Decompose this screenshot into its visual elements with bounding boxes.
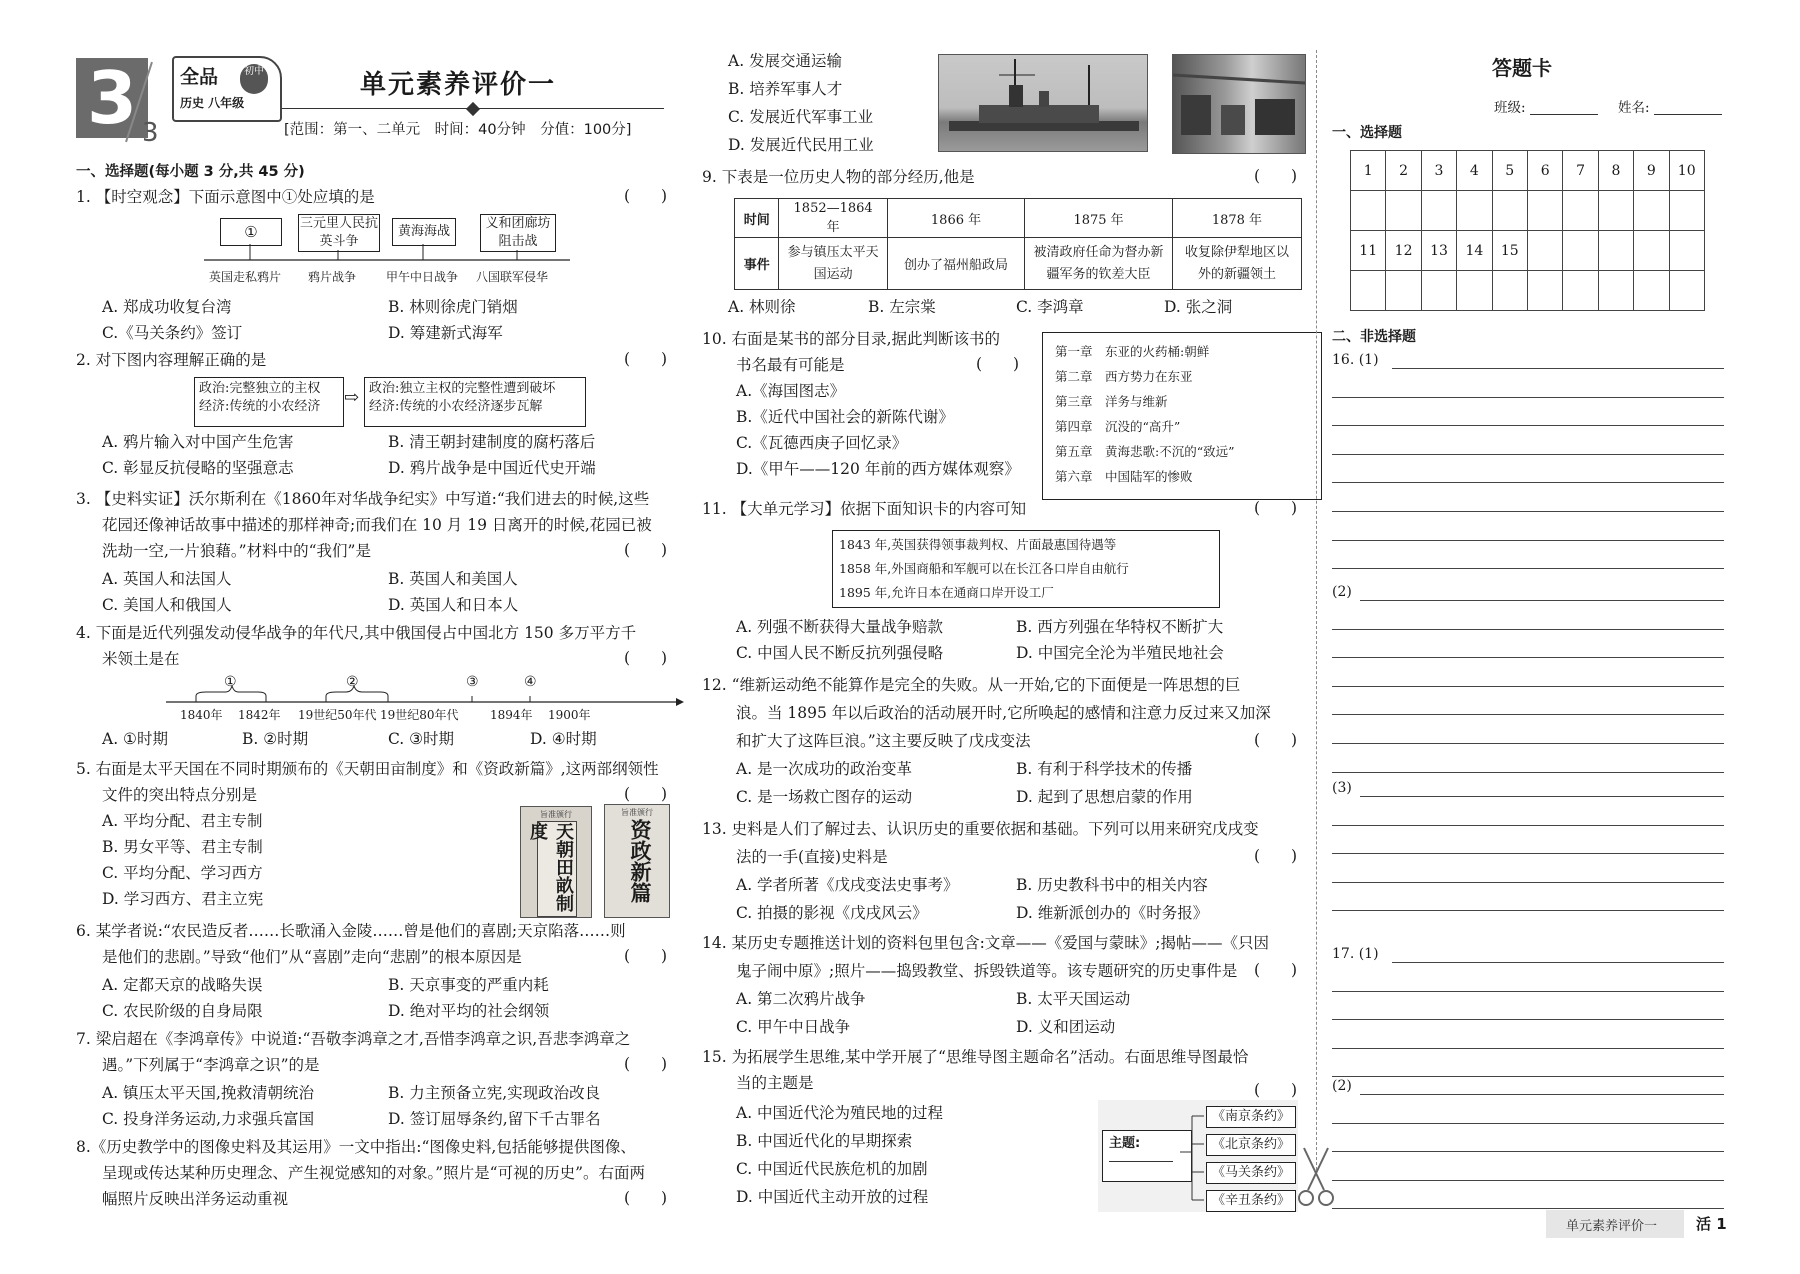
q12-answer-paren[interactable]: ( ) [1254, 731, 1298, 749]
class-label: 班级: [1494, 100, 1526, 116]
q10-toc-6: 第六章 中国陆军的惨败 [1055, 469, 1193, 484]
q10-option-c[interactable]: C.《瓦德西庚子回忆录》 [736, 434, 908, 452]
q15-option-d[interactable]: D. 中国近代主动开放的过程 [736, 1188, 929, 1206]
q4-tick-1: 1840年 [180, 708, 223, 722]
q3-option-c[interactable]: C. 美国人和俄国人 [102, 596, 232, 614]
q15-option-b[interactable]: B. 中国近代化的早期探索 [736, 1132, 913, 1150]
q10-option-a[interactable]: A.《海国图志》 [736, 382, 846, 400]
answer-writing-line[interactable] [1332, 1151, 1724, 1152]
q15-item-4: 《辛丑条约》 [1206, 1190, 1296, 1212]
q6-option-d[interactable]: D. 绝对平均的社会纲领 [388, 1002, 550, 1020]
q1-option-a[interactable]: A. 郑成功收复台湾 [102, 298, 232, 316]
q9-cell-2: 创办了福州船政局 [887, 238, 1024, 290]
answer-blank-18 [1598, 271, 1633, 311]
q5-book-1-top: 旨准颁行 [540, 810, 572, 819]
question-6 [76, 918, 676, 1028]
q5-book-2-top: 旨准颁行 [621, 808, 653, 817]
q9-cell-4: 收复除伊犁地区以外的新疆领土 [1172, 238, 1301, 290]
q11-option-b[interactable]: B. 西方列强在华特权不断扩大 [1016, 618, 1224, 636]
q2-left-box [194, 377, 344, 427]
answer-writing-line[interactable] [1360, 796, 1724, 797]
q7-line-1: 7. 梁启超在《李鸿章传》中说道:“吾敬李鸿章之才,吾惜李鸿章之识,吾悲李鸿章之 [76, 1030, 631, 1048]
answer-writing-line[interactable] [1332, 425, 1724, 426]
answer-cell-8[interactable] [1598, 191, 1633, 231]
q13-option-a[interactable]: A. 学者所著《戊戌变法史事考》 [736, 876, 959, 894]
name-field[interactable] [1618, 96, 1722, 116]
q14-option-a[interactable]: A. 第二次鸦片战争 [736, 990, 866, 1008]
answer-writing-line[interactable] [1332, 1019, 1724, 1020]
q5-option-b[interactable]: B. 男女平等、君主专制 [102, 838, 263, 856]
q4-option-d[interactable]: D. ④时期 [530, 730, 597, 748]
q10-toc-5: 第五章 黄海悲歌:不沉的“致远” [1055, 444, 1235, 459]
answer-card-title: 答题卡 [1492, 56, 1552, 80]
question-4 [76, 620, 676, 752]
q12-line-1: 12. “维新运动绝不能算作是完全的失败。从一开始,它的下面便是一阵思想的巨 [702, 676, 1241, 694]
q9-row-label: 事件 [735, 238, 779, 290]
q5-book-tianchao [520, 806, 592, 918]
question-7 [76, 1026, 676, 1136]
answer-cell-10[interactable] [1669, 191, 1704, 231]
answer-writing-line[interactable] [1332, 511, 1724, 512]
answer-writing-line[interactable] [1332, 540, 1724, 541]
q8-option-a[interactable]: A. 发展交通运输 [728, 52, 843, 70]
q8-line-2: 呈现或传达某种历史理念、产生视觉感知的对象。”照片是“可视的历史”。右面两 [102, 1164, 646, 1182]
q4-tick-6: 1900年 [548, 708, 591, 722]
unit-sub-number: 3 [142, 118, 159, 148]
q15-option-c[interactable]: C. 中国近代民族危机的加剧 [736, 1160, 928, 1178]
q5-line-2: 文件的突出特点分别是 [102, 786, 258, 804]
q14-line-1: 14. 某历史专题推送计划的资料包里包含:文章——《爱国与蒙昧》;揭帖——《只因 [702, 934, 1270, 952]
answer-blank-16 [1527, 271, 1562, 311]
q9-answer-paren[interactable]: ( ) [1254, 167, 1298, 185]
q2-stem: 2. 对下图内容理解正确的是 [76, 351, 267, 369]
q16-2-label: (2) [1332, 584, 1352, 600]
answer-cell-13[interactable] [1421, 271, 1456, 311]
class-field[interactable] [1494, 96, 1598, 116]
answer-blank-19 [1634, 271, 1669, 311]
answer-num-9: 9 [1634, 151, 1669, 191]
answer-num-11: 11 [1351, 231, 1386, 271]
q8-option-b[interactable]: B. 培养军事人才 [728, 80, 843, 98]
answer-num-5: 5 [1492, 151, 1527, 191]
q15-line-2: 当的主题是 [736, 1074, 814, 1092]
q4-answer-paren[interactable]: ( ) [624, 649, 668, 667]
q7-option-b[interactable]: B. 力主预备立宪,实现政治改良 [388, 1084, 601, 1102]
q11-option-d[interactable]: D. 中国完全沦为半殖民地社会 [1016, 644, 1224, 662]
answer-empty-16 [1527, 231, 1562, 271]
q9-cell-3: 被清政府任命为督办新疆军务的钦差大臣 [1025, 238, 1173, 290]
answer-writing-line[interactable] [1332, 991, 1724, 992]
q3-line-1: 3. 【史料实证】沃尔斯利在《1860年对华战争纪实》中写道:“我们进去的时候,这些 [76, 490, 650, 508]
warship-icon [939, 55, 1147, 151]
q3-option-b[interactable]: B. 英国人和美国人 [388, 570, 518, 588]
question-15 [702, 1044, 1312, 1214]
answer-num-6: 6 [1527, 151, 1562, 191]
q12-line-2: 浪。当 1895 年以后政治的活动展开时,它所唤起的感情和注意力反过来又加深 [736, 704, 1271, 722]
q2-option-c[interactable]: C. 彰显反抗侵略的坚强意志 [102, 459, 294, 477]
q1-option-d[interactable]: D. 筹建新式海军 [388, 324, 503, 342]
q16-3-label: (3) [1332, 780, 1352, 796]
q4-tick-2: 1842年 [238, 708, 281, 722]
answer-writing-line[interactable] [1332, 714, 1724, 715]
answer-blank-17 [1563, 271, 1598, 311]
answer-writing-line[interactable] [1332, 853, 1724, 854]
factory-machinery-icon [1173, 55, 1305, 153]
q4-tick-4: 19世纪80年代 [380, 708, 459, 722]
q11-option-a[interactable]: A. 列强不断获得大量战争赔款 [736, 618, 944, 636]
q13-answer-paren[interactable]: ( ) [1254, 847, 1298, 865]
q17-2-label: (2) [1332, 1078, 1352, 1094]
answer-num-10: 10 [1669, 151, 1704, 191]
q10-toc-1: 第一章 东亚的火药桶:朝鲜 [1055, 344, 1210, 359]
q2-arrow: ⇨ [344, 387, 360, 408]
q2-answer-paren[interactable]: ( ) [624, 350, 668, 368]
q5-option-d[interactable]: D. 学习西方、君主立宪 [102, 890, 264, 908]
question-9 [702, 164, 1312, 324]
q5-option-c[interactable]: C. 平均分配、学习西方 [102, 864, 263, 882]
q11-card-1: 1843 年,英国获得领事裁判权、片面最惠国待遇等 [839, 537, 1117, 552]
q15-answer-paren[interactable]: ( ) [1254, 1081, 1298, 1099]
q4-tick-5: 1894年 [490, 708, 533, 722]
answer-writing-line[interactable] [1332, 1123, 1724, 1124]
q15-item-2: 《北京条约》 [1206, 1134, 1296, 1156]
q9-option-c[interactable]: C. 李鸿章 [1016, 298, 1084, 316]
q10-toc-2: 第二章 西方势力在东亚 [1055, 369, 1193, 384]
brand-grade: 历史 八年级 [180, 96, 245, 110]
q14-line-2: 鬼子闹中原》;照片——捣毁教堂、拆毁铁道等。该专题研究的历史事件是 [736, 962, 1238, 980]
answer-cell-9[interactable] [1634, 191, 1669, 231]
q1-axis-3: 甲午中日战争 [386, 270, 459, 284]
q17-1-label: 17. (1) [1332, 946, 1379, 962]
q1-axis-2: 鸦片战争 [308, 270, 357, 284]
answer-cell-12[interactable] [1386, 271, 1421, 311]
q10-toc-4: 第四章 沉没的“高升” [1055, 419, 1181, 434]
answer-blank-20 [1669, 271, 1704, 311]
q7-option-d[interactable]: D. 签订屈辱条约,留下千古罪名 [388, 1110, 601, 1128]
answer-writing-line[interactable] [1332, 772, 1724, 773]
answer-writing-line[interactable] [1332, 397, 1724, 398]
q13-option-b[interactable]: B. 历史教科书中的相关内容 [1016, 876, 1208, 894]
question-12 [702, 672, 1312, 812]
q5-line-1: 5. 右面是太平天国在不同时期颁布的《天朝田亩制度》和《资政新篇》,这两部纲领性 [76, 760, 659, 778]
q9-th-4: 1878 年 [1172, 199, 1301, 238]
answer-writing-line[interactable] [1332, 657, 1724, 658]
q5-book-2-title: 资政新篇 [628, 819, 653, 903]
question-14 [702, 930, 1312, 1045]
q5-option-a[interactable]: A. 平均分配、君主专制 [102, 812, 263, 830]
answer-num-2: 2 [1386, 151, 1421, 191]
q4-mark-3: ③ [466, 674, 479, 690]
q14-option-c[interactable]: C. 甲午中日战争 [736, 1018, 851, 1036]
q16-1-label: 16. (1) [1332, 352, 1379, 368]
q12-line-3: 和扩大了这阵巨浪。”这主要反映了戊戌变法 [736, 732, 1031, 750]
answer-writing-line[interactable] [1332, 568, 1724, 569]
answer-writing-line[interactable] [1332, 743, 1724, 744]
answer-empty-18 [1598, 231, 1633, 271]
page-title: 单元素养评价一 [360, 70, 557, 100]
q2-option-d[interactable]: D. 鸦片战争是中国近代史开端 [388, 459, 596, 477]
q2-left-line-2: 经济:传统的小农经济 [199, 399, 321, 414]
name-label: 姓名: [1618, 100, 1650, 116]
answer-num-15: 15 [1492, 231, 1527, 271]
q15-theme-blank[interactable] [1109, 1161, 1173, 1162]
unit-number-badge: 3 [76, 58, 148, 138]
answer-cell-4[interactable] [1457, 191, 1492, 231]
q2-option-a[interactable]: A. 鸦片输入对中国产生危害 [102, 433, 294, 451]
section-1-heading: 一、选择题(每小题 3 分,共 45 分) [76, 164, 305, 180]
q10-toc-3: 第三章 洋务与维新 [1055, 394, 1168, 409]
answer-writing-line[interactable] [1392, 962, 1724, 963]
q3-line-2: 花园还像神话故事中描述的那样神奇;而我们在 10 月 19 日离开的时候,花园已被 [102, 516, 652, 534]
q9-th-3: 1875 年 [1025, 199, 1173, 238]
answer-cell-2[interactable] [1386, 191, 1421, 231]
q12-option-b[interactable]: B. 有利于科学技术的传播 [1016, 760, 1193, 778]
q4-mark-2: ② [346, 674, 359, 690]
question-2 [76, 347, 676, 482]
answer-writing-line[interactable] [1332, 454, 1724, 455]
answer-num-1: 1 [1351, 151, 1386, 191]
q12-option-d[interactable]: D. 起到了思想启蒙的作用 [1016, 788, 1193, 806]
answer-writing-line[interactable] [1332, 910, 1724, 911]
q8-line-1: 8.《历史教学中的图像史料及其运用》一文中指出:“图像史料,包括能够提供图像、 [76, 1138, 636, 1156]
answer-sec2-heading: 二、非选择题 [1332, 329, 1416, 345]
answer-writing-line[interactable] [1332, 1048, 1724, 1049]
answer-empty-17 [1563, 231, 1598, 271]
q4-option-b[interactable]: B. ②时期 [242, 730, 309, 748]
answer-empty-20 [1669, 231, 1704, 271]
question-13 [702, 816, 1312, 931]
scope-line: [范围：第一、二单元 时间：40分钟 分值：100分] [284, 122, 632, 138]
q1-answer-paren[interactable]: ( ) [624, 187, 668, 205]
q5-book-1-title: 天朝田畝制度 [537, 821, 577, 917]
q4-line-1: 4. 下面是近代列强发动侵华战争的年代尺,其中俄国侵占中国北方 150 多万平方千 [76, 624, 637, 642]
answer-cell-7[interactable] [1563, 191, 1598, 231]
q3-option-a[interactable]: A. 英国人和法国人 [102, 570, 232, 588]
answer-num-7: 7 [1563, 151, 1598, 191]
footer-page-number: 活 1 [1696, 1215, 1727, 1233]
q12-option-a[interactable]: A. 是一次成功的政治变革 [736, 760, 913, 778]
q1-box-3: 黄海海战 [392, 218, 456, 246]
q10-answer-paren[interactable]: ( ) [976, 355, 1020, 373]
question-1 [76, 184, 676, 344]
q7-answer-paren[interactable]: ( ) [624, 1055, 668, 1073]
answer-num-13: 13 [1421, 231, 1456, 271]
q1-box-4: 义和团廊坊阻击战 [480, 214, 556, 252]
q6-answer-paren[interactable]: ( ) [624, 947, 668, 965]
q2-right-line-2: 经济:传统的小农经济逐步瓦解 [369, 399, 543, 414]
q2-right-box [364, 377, 586, 427]
q10-line-1: 10. 右面是某书的部分目录,据此判断该书的 [702, 330, 1001, 348]
q1-box-2: 三元里人民抗英斗争 [298, 214, 380, 252]
q13-option-d[interactable]: D. 维新派创办的《时务报》 [1016, 904, 1209, 922]
q7-option-c[interactable]: C. 投身洋务运动,力求强兵富国 [102, 1110, 315, 1128]
answer-cell-14[interactable] [1457, 271, 1492, 311]
q8-line-3: 幅照片反映出洋务运动重视 [102, 1190, 289, 1208]
answer-cell-3[interactable] [1421, 191, 1456, 231]
q15-line-1: 15. 为拓展学生思维,某中学开展了“思维导图主题命名”活动。右面思维导图最恰 [702, 1048, 1249, 1066]
q15-theme-box [1102, 1130, 1192, 1182]
q6-line-2: 是他们的悲剧。”导致“他们”从“喜剧”走向“悲剧”的根本原因是 [102, 948, 522, 966]
class-blank[interactable] [1530, 100, 1598, 115]
answer-cell-5[interactable] [1492, 191, 1527, 231]
answer-num-3: 3 [1421, 151, 1456, 191]
name-blank[interactable] [1654, 100, 1722, 115]
q1-option-c[interactable]: C.《马关条约》签订 [102, 324, 243, 342]
q7-option-a[interactable]: A. 镇压太平天国,挽救清朝统治 [102, 1084, 314, 1102]
answer-num-4: 4 [1457, 151, 1492, 191]
q1-axis-1: 英国走私鸦片 [209, 270, 282, 284]
question-10 [702, 326, 1312, 496]
q9-th-2: 1866 年 [887, 199, 1024, 238]
q6-option-b[interactable]: B. 天京事变的严重内耗 [388, 976, 549, 994]
answer-num-12: 12 [1386, 231, 1421, 271]
q11-stem: 11. 【大单元学习】依据下面知识卡的内容可知 [702, 500, 1027, 518]
answer-sec1-heading: 一、选择题 [1332, 125, 1402, 141]
q9-cell-1: 参与镇压太平天国运动 [779, 238, 887, 290]
q9-stem: 9. 下表是一位历史人物的部分经历,他是 [702, 168, 975, 186]
q1-stem: 1. 【时空观念】下面示意图中①处应填的是 [76, 188, 375, 206]
q13-line-1: 13. 史料是人们了解过去、认识历史的重要依据和基础。下列可以用来研究戊戌变 [702, 820, 1259, 838]
q13-line-2: 法的一手(直接)史料是 [736, 848, 888, 866]
q7-line-2: 遇。”下列属于“李鸿章之识”的是 [102, 1056, 320, 1074]
q12-option-c[interactable]: C. 是一场救亡图存的运动 [736, 788, 913, 806]
answer-cell-15[interactable] [1492, 271, 1527, 311]
q4-mark-1: ① [224, 674, 237, 690]
q10-line-2: 书名最有可能是 [736, 356, 845, 374]
q1-box-1: ① [220, 218, 282, 246]
answer-empty-19 [1634, 231, 1669, 271]
q15-option-a[interactable]: A. 中国近代沦为殖民地的过程 [736, 1104, 944, 1122]
q13-option-c[interactable]: C. 拍摄的影视《戊戌风云》 [736, 904, 928, 922]
q2-left-line-1: 政治:完整独立的主权 [199, 381, 321, 396]
q6-line-1: 6. 某学者说:“农民造反者……长歌涌入金陵……曾是他们的喜剧;天京陷落……则 [76, 922, 626, 940]
answer-cell-11[interactable] [1351, 271, 1386, 311]
footer-label: 单元素养评价一 [1566, 1219, 1658, 1234]
q1-option-b[interactable]: B. 林则徐虎门销烟 [388, 298, 518, 316]
q6-option-c[interactable]: C. 农民阶级的自身局限 [102, 1002, 263, 1020]
q14-answer-paren[interactable]: ( ) [1254, 961, 1298, 979]
q10-option-b[interactable]: B.《近代中国社会的新陈代谢》 [736, 408, 954, 426]
q9-option-d[interactable]: D. 张之洞 [1164, 298, 1233, 316]
q11-card-3: 1895 年,允许日本在通商口岸开设工厂 [839, 585, 1054, 600]
answer-writing-line[interactable] [1332, 686, 1724, 687]
q1-axis-4: 八国联军侵华 [476, 270, 549, 284]
q2-option-b[interactable]: B. 清王朝封建制度的腐朽落后 [388, 433, 596, 451]
q4-mark-4: ④ [524, 674, 537, 690]
answer-writing-line[interactable] [1332, 882, 1724, 883]
answer-writing-line[interactable] [1392, 368, 1724, 369]
q10-option-d[interactable]: D.《甲午——120 年前的西方媒体观察》 [736, 460, 1020, 478]
answer-writing-line[interactable] [1332, 1076, 1724, 1077]
q4-option-a[interactable]: A. ①时期 [102, 730, 168, 748]
cut-line [1316, 50, 1317, 1170]
q10-toc-box [1042, 332, 1322, 500]
q8-option-d[interactable]: D. 发展近代民用工业 [728, 136, 874, 154]
question-5 [76, 756, 686, 916]
q3-option-d[interactable]: D. 英国人和日本人 [388, 596, 519, 614]
q14-option-b[interactable]: B. 太平天国运动 [1016, 990, 1131, 1008]
q3-answer-paren[interactable]: ( ) [624, 541, 668, 559]
q11-option-c[interactable]: C. 中国人民不断反抗列强侵略 [736, 644, 944, 662]
q9-table [734, 198, 1302, 290]
q4-option-c[interactable]: C. ③时期 [388, 730, 455, 748]
q11-knowledge-card [832, 530, 1220, 608]
q14-option-d[interactable]: D. 义和团运动 [1016, 1018, 1116, 1036]
answer-grid [1350, 150, 1705, 311]
q11-card-2: 1858 年,外国商船和军舰可以在长江各口岸自由航行 [839, 561, 1129, 576]
answer-cell-6[interactable] [1527, 191, 1562, 231]
question-8 [76, 1134, 676, 1214]
brand-badge: 初中 [240, 64, 268, 94]
q8-answer-paren[interactable]: ( ) [624, 1189, 668, 1207]
q9-option-b[interactable]: B. 左宗棠 [868, 298, 936, 316]
q8-warship-photo [938, 54, 1148, 152]
q15-item-3: 《马关条约》 [1206, 1162, 1296, 1184]
answer-cell-1[interactable] [1351, 191, 1386, 231]
answer-writing-line[interactable] [1332, 825, 1724, 826]
answer-writing-line[interactable] [1332, 1180, 1724, 1181]
q8-option-c[interactable]: C. 发展近代军事工业 [728, 108, 874, 126]
q8-factory-photo [1172, 54, 1306, 154]
scissors-icon [1298, 1146, 1334, 1208]
q4-line-2: 米领土是在 [102, 650, 180, 668]
q15-theme-label: 主题: [1109, 1136, 1141, 1151]
q9-option-a[interactable]: A. 林则徐 [728, 298, 796, 316]
question-11 [702, 496, 1312, 671]
q5-answer-paren[interactable]: ( ) [624, 785, 668, 803]
q15-item-1: 《南京条约》 [1206, 1106, 1296, 1128]
answer-num-8: 8 [1598, 151, 1633, 191]
question-3 [76, 486, 676, 621]
q9-th-1: 1852—1864 年 [779, 199, 887, 238]
answer-writing-line[interactable] [1360, 600, 1724, 601]
answer-writing-line[interactable] [1332, 629, 1724, 630]
q11-answer-paren[interactable]: ( ) [1254, 499, 1298, 517]
title-rule-notch [466, 102, 480, 116]
answer-num-14: 14 [1457, 231, 1492, 271]
answer-writing-line[interactable] [1332, 482, 1724, 483]
brand-top: 全品 [180, 66, 219, 88]
q4-tick-3: 19世纪50年代 [298, 708, 377, 722]
q6-option-a[interactable]: A. 定都天京的战略失误 [102, 976, 263, 994]
q2-right-line-1: 政治:独立主权的完整性遭到破坏 [369, 381, 556, 396]
answer-writing-line[interactable] [1360, 1094, 1724, 1095]
q9-th-time: 时间 [735, 199, 779, 238]
q5-book-zizheng [604, 804, 670, 918]
q3-line-3: 洗劫一空,一片狼藉。”材料中的“我们”是 [102, 542, 371, 560]
